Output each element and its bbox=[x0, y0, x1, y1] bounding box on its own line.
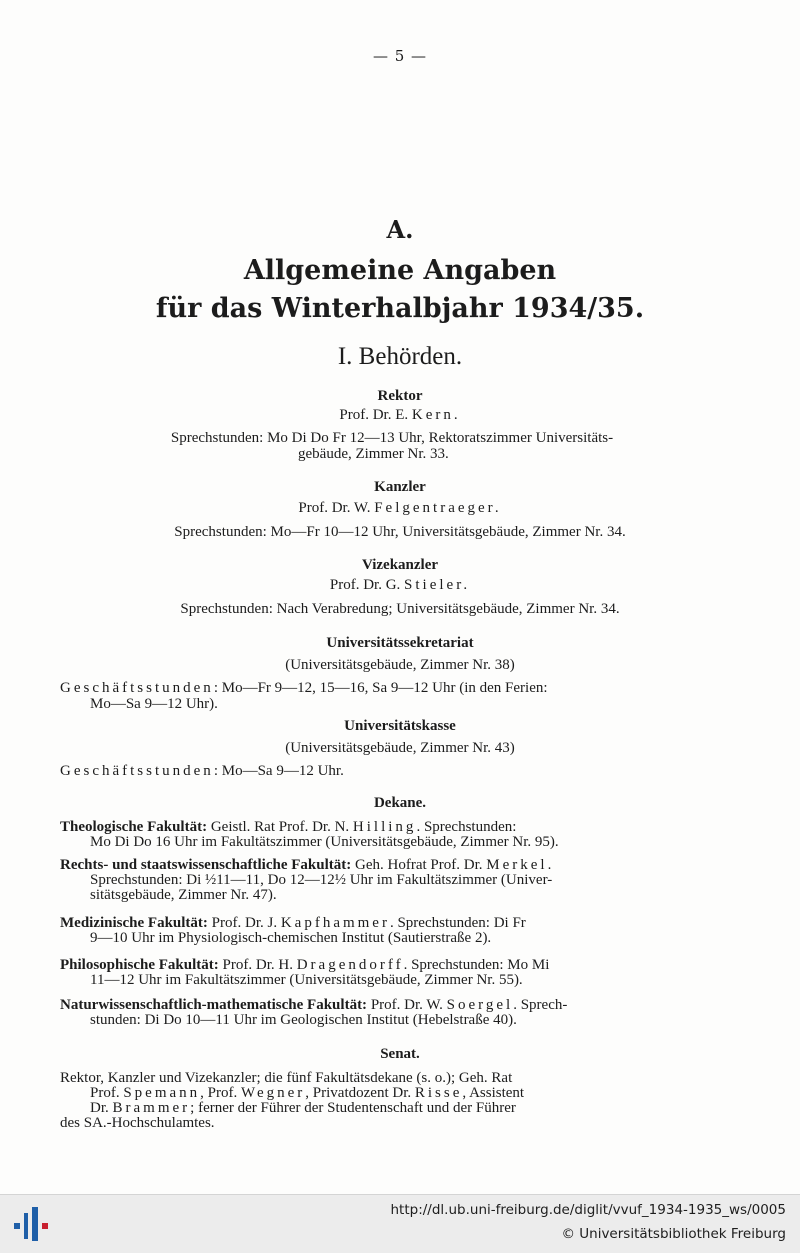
document-url-link[interactable]: http://dl.ub.uni-freiburg.de/diglit/vvuf_1934-1935_ws/0005 bbox=[390, 1202, 786, 1218]
title-line-2: für das Winterhalbjahr 1934/35. bbox=[155, 293, 645, 324]
dekan-naturwissenschaft: Naturwissenschaftlich-mathematische Fakultät: Prof. Dr. W. Soergel. Sprech- stunden: Di Do 10—11 Uhr im Geologischen Institut (Hebelstraße 40). bbox=[60, 997, 568, 1028]
dekan-philosophie: Philosophische Fakultät: Prof. Dr. H. Dragendorff. Sprechstunden: Mo Mi 11—12 Uhr im Fakultätszimmer (Universitätsgebäude, Zimmer Nr. 55). bbox=[60, 957, 550, 988]
sekretariat-heading: Universitätssekretariat bbox=[326, 635, 474, 651]
vizekanzler-heading: Vizekanzler bbox=[361, 557, 439, 573]
rektor-heading: Rektor bbox=[377, 388, 423, 404]
vizekanzler-name: Prof. Dr. G. Stieler. bbox=[329, 577, 471, 593]
senat-members: Rektor, Kanzler und Vizekanzler; die fünf Fakultätsdekane (s. o.); Geh. Rat Prof. Spemann, Prof. Wegner, Privatdozent Dr. Risse, Assistent Dr. Brammer; ferner der Führer der Studentenschaft und der Führer des SA.-Hochschulamtes. bbox=[60, 1070, 525, 1131]
section-heading: I. Behörden. bbox=[337, 343, 463, 370]
dekane-heading: Dekane. bbox=[373, 795, 427, 811]
rektor-hours-line-2: gebäude, Zimmer Nr. 33. bbox=[298, 446, 449, 462]
kasse-hours: Geschäftsstunden: Mo—Sa 9—12 Uhr. bbox=[60, 763, 344, 779]
footer-bar bbox=[0, 1194, 800, 1253]
dekan-rechts: Rechts- und staatswissenschaftliche Fakultät: Geh. Hofrat Prof. Dr. Merkel. Sprechstunden: Di ½11—11, Do 12—12½ Uhr im Fakultätszimmer (Univer- sitätsgebäude, Zimmer Nr. 47). bbox=[60, 857, 553, 903]
ub-freiburg-logo-icon[interactable] bbox=[10, 1203, 52, 1245]
kasse-location: (Universitätsgebäude, Zimmer Nr. 43) bbox=[285, 740, 515, 756]
section-letter: A. bbox=[386, 215, 414, 244]
senat-heading: Senat. bbox=[380, 1046, 420, 1062]
sekretariat-hours-line-1: Geschäftsstunden: Mo—Fr 9—12, 15—16, Sa 9—12 Uhr (in den Ferien: bbox=[60, 680, 548, 696]
sekretariat-location: (Universitätsgebäude, Zimmer Nr. 38) bbox=[285, 657, 515, 673]
kasse-heading: Universitätskasse bbox=[344, 718, 456, 734]
kanzler-heading: Kanzler bbox=[374, 479, 426, 495]
title-line-1: Allgemeine Angaben bbox=[243, 255, 557, 286]
kanzler-hours: Sprechstunden: Mo—Fr 10—12 Uhr, Universitätsgebäude, Zimmer Nr. 34. bbox=[174, 524, 626, 540]
vizekanzler-hours: Sprechstunden: Nach Verabredung; Universitätsgebäude, Zimmer Nr. 34. bbox=[180, 601, 620, 617]
rektor-hours-line-1: Sprechstunden: Mo Di Do Fr 12—13 Uhr, Rektoratszimmer Universitäts- bbox=[170, 430, 614, 446]
dekan-medizin: Medizinische Fakultät: Prof. Dr. J. Kapfhammer. Sprechstunden: Di Fr 9—10 Uhr im Physiologisch-chemischen Institut (Sautierstraße 2). bbox=[60, 915, 526, 946]
copyright-text: © Universitätsbibliothek Freiburg bbox=[561, 1226, 786, 1242]
page-number: — 5 — bbox=[372, 47, 428, 65]
dekan-theologie: Theologische Fakultät: Geistl. Rat Prof. Dr. N. Hilling. Sprechstunden: Mo Di Do 16 Uhr im Fakultätszimmer (Universitätsgebäude, Zimmer Nr. 95). bbox=[60, 819, 559, 850]
rektor-name: Prof. Dr. E. Kern. bbox=[339, 407, 461, 423]
sekretariat-hours-line-2: Mo—Sa 9—12 Uhr). bbox=[90, 696, 218, 712]
kanzler-name: Prof. Dr. W. Felgentraeger. bbox=[298, 500, 502, 516]
